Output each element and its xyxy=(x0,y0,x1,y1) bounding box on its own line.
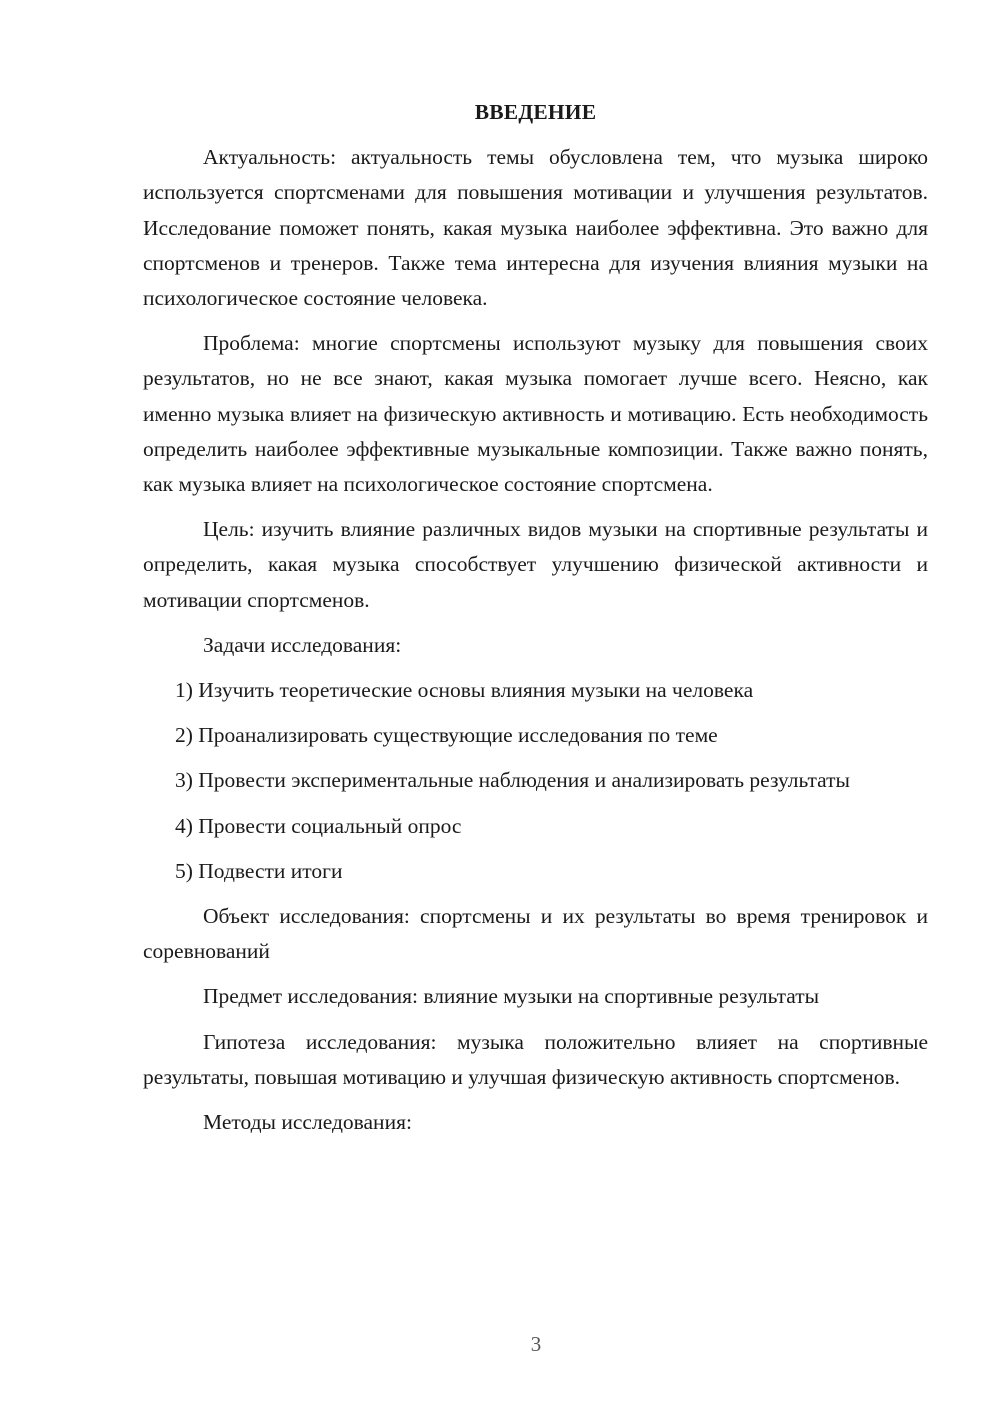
task-item-4: 4) Провести социальный опрос xyxy=(175,813,462,838)
page-content xyxy=(143,95,928,1150)
object-paragraph: Объект исследования: спортсмены и их результаты во время тренировок и соревнований xyxy=(143,904,928,964)
relevance-paragraph: Актуальность: актуальность темы обусловлена тем, что музыка широко используется спортсменами для повышения мотивации и улучшения результатов. Исследование поможет понять, какая музыка наиболее эффективна. Это важно для спортсменов и тренеров. Также тема интересна для изучения влияния музыки на психологическое состояние человека. xyxy=(143,145,928,311)
methods-title: Методы исследования: xyxy=(203,1110,412,1135)
task-item-2: 2) Проанализировать существующие исследования по теме xyxy=(175,723,718,748)
tasks-title: Задачи исследования: xyxy=(203,632,402,657)
problem-paragraph: Проблема: многие спортсмены используют музыку для повышения своих результатов, но не все знают, какая музыка помогает лучше всего. Неясно, как именно музыка влияет на физическую активность и мотивацию. Есть необходимость определить наиболее эффективные музыкальные композиции. Также важно понять, как музыка влияет на психологическое состояние спортсмена. xyxy=(143,331,928,497)
goal-paragraph: Цель: изучить влияние различных видов музыки на спортивные результаты и определить, какая музыка способствует улучшению физической активности и мотивации спортсменов. xyxy=(143,517,928,612)
subject-paragraph: Предмет исследования: влияние музыки на спортивные результаты xyxy=(203,984,820,1009)
task-item-3: 3) Провести экспериментальные наблюдения и анализировать результаты xyxy=(175,768,851,793)
hypothesis-paragraph: Гипотеза исследования: музыка положительно влияет на спортивные результаты, повышая мотивацию и улучшая физическую активность спортсменов. xyxy=(143,1029,928,1089)
section-heading: ВВЕДЕНИЕ xyxy=(474,100,597,124)
page-number: 3 xyxy=(530,1332,542,1356)
task-item-5: 5) Подвести итоги xyxy=(175,858,343,883)
task-item-1: 1) Изучить теоретические основы влияния музыки на человека xyxy=(175,678,754,703)
